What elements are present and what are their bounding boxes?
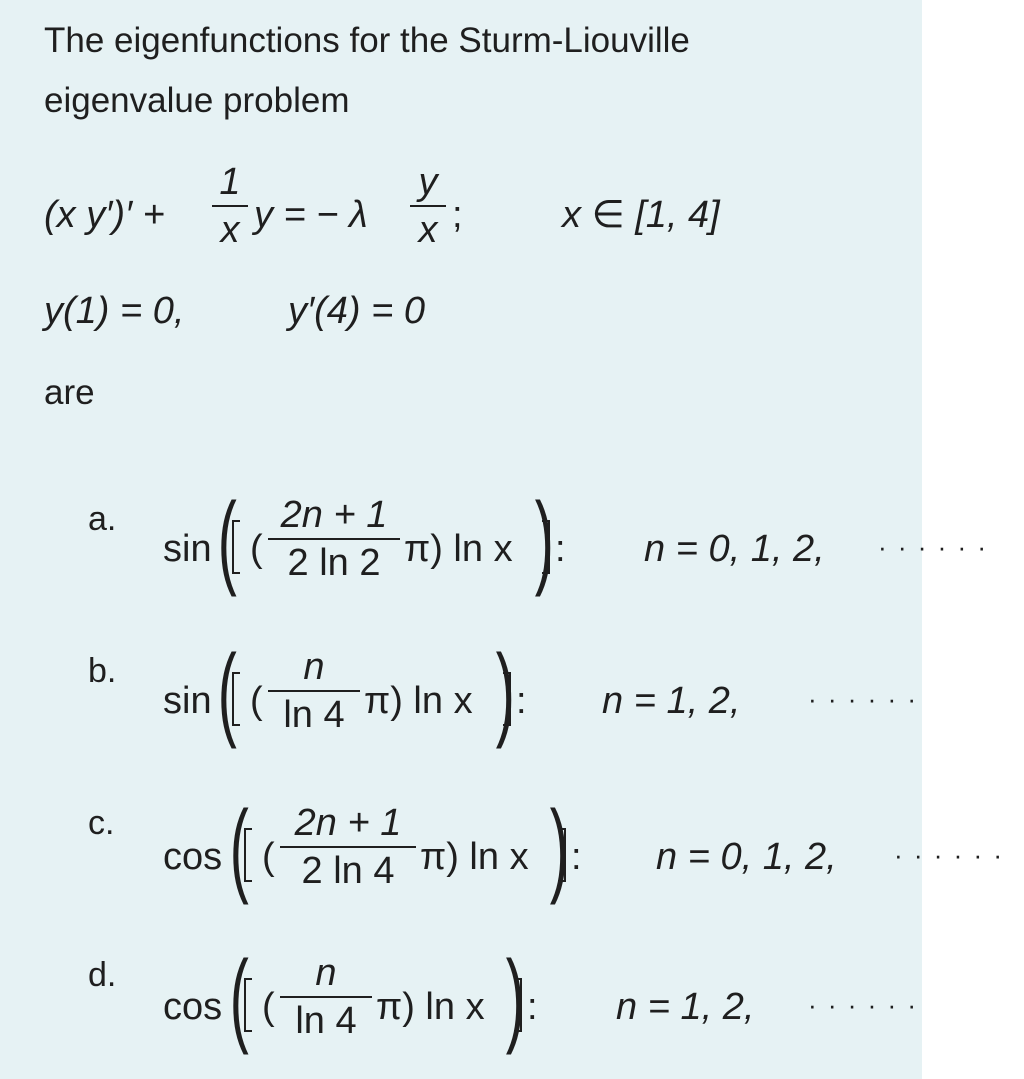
left-paren: ( (250, 680, 263, 722)
right-bracket (514, 978, 522, 1032)
option-pi-term: π) ln x (364, 680, 473, 722)
option-pi-term: π) ln x (376, 986, 485, 1028)
option-range: n = 1, 2, (616, 986, 755, 1028)
question-text-line1: The eigenfunctions for the Sturm-Liouville (44, 21, 690, 60)
fraction-numerator: n (315, 952, 337, 994)
right-bracket (558, 828, 566, 882)
option-function: sin (163, 528, 212, 570)
right-bracket (503, 672, 511, 726)
left-big-paren: ( (229, 790, 249, 906)
left-paren: ( (250, 528, 263, 570)
colon: : (571, 836, 582, 878)
fraction-bar (280, 846, 416, 848)
option-fraction (268, 496, 400, 582)
left-bracket (244, 978, 252, 1032)
option-range: n = 0, 1, 2, (644, 528, 825, 570)
equation-fraction-1 (212, 163, 248, 249)
ellipsis: · · · · · · (878, 532, 989, 562)
option-fraction (280, 804, 416, 890)
right-big-paren: ) (495, 634, 515, 750)
colon: : (527, 986, 538, 1028)
fraction-bar (212, 205, 248, 207)
fraction-denominator: 2 ln 4 (301, 850, 395, 892)
fraction-bar (410, 205, 446, 207)
question-text-line2: eigenvalue problem (44, 81, 350, 120)
colon: : (516, 680, 527, 722)
fraction-numerator: n (303, 646, 325, 688)
left-big-paren: ( (217, 634, 237, 750)
fraction-denominator: x (220, 209, 240, 251)
fraction-denominator: ln 4 (283, 694, 345, 736)
equation-fraction-2 (410, 163, 446, 249)
fraction-numerator: 1 (219, 161, 241, 203)
equation-middle: y = − λ (254, 194, 368, 236)
fraction-numerator: 2n + 1 (294, 802, 402, 844)
option-label: a. (88, 500, 117, 538)
left-paren: ( (262, 986, 275, 1028)
fraction-bar (268, 690, 360, 692)
option-range: n = 0, 1, 2, (656, 836, 837, 878)
option-function: cos (163, 836, 223, 878)
equation-domain: x ∈ [1, 4] (562, 194, 720, 236)
option-label: d. (88, 956, 117, 994)
option-label: b. (88, 652, 117, 690)
left-bracket (232, 520, 240, 574)
option-pi-term: π) ln x (420, 836, 529, 878)
ellipsis: · · · · · · (894, 840, 1005, 870)
right-big-paren: ) (505, 940, 525, 1056)
option-function: sin (163, 680, 212, 722)
option-range: n = 1, 2, (602, 680, 741, 722)
fraction-denominator: x (418, 209, 438, 251)
right-big-paren: ) (549, 790, 569, 906)
left-bracket (232, 672, 240, 726)
fraction-bar (280, 996, 372, 998)
ellipsis: · · · · · · (808, 990, 919, 1020)
left-bracket (244, 828, 252, 882)
option-pi-term: π) ln x (404, 528, 513, 570)
fraction-denominator: ln 4 (295, 1000, 357, 1042)
left-paren: ( (262, 836, 275, 878)
colon: : (555, 528, 566, 570)
fraction-bar (268, 538, 400, 540)
right-bracket (542, 520, 550, 574)
option-fraction (268, 648, 360, 734)
fraction-denominator: 2 ln 2 (287, 542, 381, 584)
option-fraction (280, 954, 372, 1040)
option-function: cos (163, 986, 223, 1028)
boundary-condition-2: y′(4) = 0 (288, 290, 426, 332)
equation-semicolon: ; (452, 194, 463, 236)
equation-lhs: (x y′)′ + (44, 194, 165, 236)
left-big-paren: ( (217, 482, 237, 598)
right-big-paren: ) (534, 482, 554, 598)
fraction-numerator: 2n + 1 (280, 494, 388, 536)
boundary-condition-1: y(1) = 0, (44, 290, 185, 332)
left-big-paren: ( (229, 940, 249, 1056)
fraction-numerator: y (418, 161, 438, 203)
option-label: c. (88, 804, 115, 842)
question-text-are: are (44, 373, 95, 412)
ellipsis: · · · · · · (808, 684, 919, 714)
